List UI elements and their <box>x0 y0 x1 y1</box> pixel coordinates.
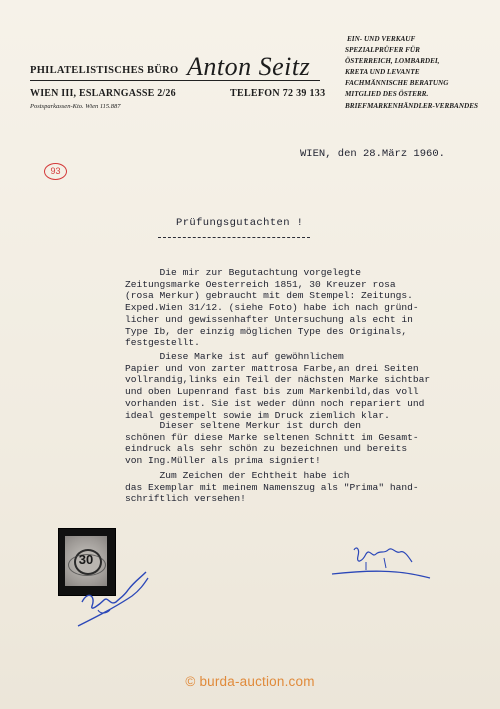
firm-name: Anton Seitz <box>187 52 311 81</box>
firm-phone: TELEFON 72 39 133 <box>230 88 326 99</box>
heading-underline <box>158 237 310 238</box>
letter-date: WIEN, den 28.März 1960. <box>300 148 445 160</box>
service-line: FACHMÄNNISCHE BERATUNG <box>345 79 449 88</box>
service-line: MITGLIED DES ÖSTERR. <box>345 90 429 99</box>
firm-address: WIEN III, ESLARNGASSE 2/26 <box>30 88 176 99</box>
letterhead-rule <box>30 80 320 81</box>
handwritten-signature-right <box>326 540 436 586</box>
certificate-heading: Prüfungsgutachten ! <box>176 217 304 229</box>
service-line: KRETA UND LEVANTE <box>345 68 420 77</box>
service-line: ÖSTERREICH, LOMBARDEI, <box>345 57 440 66</box>
paragraph-4: Zum Zeichen der Echtheit habe ich das Exemplar mit meinem Namenszug als "Prima" hand- schriftlich versehen! <box>125 470 419 505</box>
services-list <box>345 34 478 112</box>
handwritten-signature-left <box>70 560 155 630</box>
firm-type: PHILATELISTISCHES BÜRO <box>30 65 179 76</box>
stamp-value: 30 <box>78 552 94 567</box>
paragraph-3: Dieser seltene Merkur ist durch den schönen für diese Marke seltenen Schnitt im Gesamt- eindruck als sehr schön zu bezeichnen und bereits von Ing.Müller als prima signiert! <box>125 420 419 467</box>
auction-footer: © burda-auction.com <box>185 674 315 689</box>
service-line: SPEZIALPRÜFER FÜR <box>345 46 420 55</box>
paragraph-1: Die mir zur Begutachtung vorgelegte Zeitungsmarke Oesterreich 1851, 30 Kreuzer rosa (rosa Merkur) gebraucht mit dem Stempel: Zeitungs. Exped.Wien 31/12. (siehe Foto) habe ich nach gründ- licher und gewissenhafter Untersuchung als echt in Type Ib, der einzig möglichen Type des Originals, festgestellt. <box>125 267 419 349</box>
service-line: EIN- UND VERKAUF <box>347 35 416 43</box>
paragraph-2: Diese Marke ist auf gewöhnlichem Papier und von zarter mattrosa Farbe,an drei Seiten vollrandig,links ein Teil der nächsten Marke sichtbar und oben Lupenrand fast bis zum Markenbild,das voll vorhanden ist. Sie ist weder dünn noch repariert und ideal gestempelt sowie im Druck ziemlich klar. <box>125 351 431 421</box>
service-line: BRIEFMARKENHÄNDLER-VERBANDES <box>345 101 479 110</box>
circled-number-annotation: 93 <box>44 163 67 180</box>
postal-account: Postsparkassen-Kto. Wien 115.887 <box>30 103 121 110</box>
